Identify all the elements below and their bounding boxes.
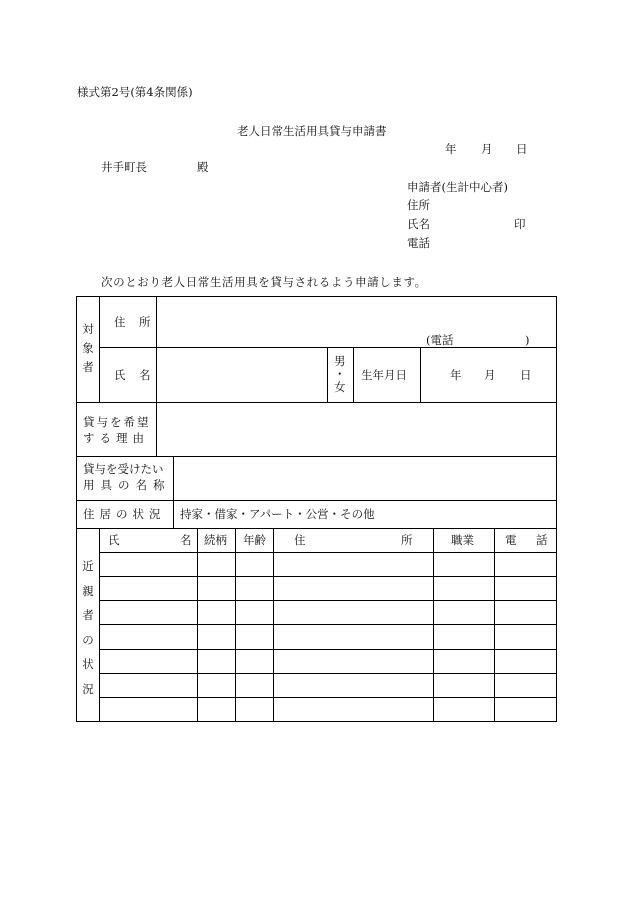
sex-female: 女 [334,380,346,394]
date-year: 年 [445,142,457,156]
subject-address-label: 住 所 [114,315,152,329]
rel-col-relation: 続柄 [204,533,227,547]
rel-col-address2: 所 [401,533,413,547]
birth-month: 月 [484,368,496,382]
subject-phone-close: ) [525,333,530,347]
intro-text: 次のとおり老人日常生活用具を貸与されるよう申請します。 [101,275,427,289]
applicant-seal: 印 [514,217,526,231]
form-number: 様式第2号(第4条関係) [77,85,193,99]
rel-col-name: 氏 [108,533,120,547]
rel-col-phone2: 話 [536,533,548,547]
applicant-name-label: 氏名 [407,217,430,231]
item-label-line2: 用具の名称 [83,478,171,492]
rel-col-age: 年齢 [243,533,266,547]
reason-label-line1: 貸与を希望 [83,415,151,429]
birth-day: 日 [520,368,532,382]
form-title: 老人日常生活用具貸与申請書 [237,124,387,138]
applicant-phone-label: 電話 [407,236,430,250]
birth-date-label: 生年月日 [361,368,407,382]
residence-options: 持家・借家・アパート・公営・その他 [180,507,375,521]
applicant-heading: 申請者(生計中心者) [407,180,508,194]
honorific: 殿 [197,160,209,174]
subject-phone-open: (電話 [426,333,454,347]
subject-name-label: 氏 名 [114,368,152,382]
rel-col-job: 職業 [451,533,474,547]
rel-col-name2: 名 [180,533,192,547]
rel-col-address: 住 [294,533,306,547]
residence-label: 住居の状況 [83,507,166,521]
reason-label-line2: する理由 [83,431,149,445]
application-table [76,296,557,722]
applicant-address-label: 住所 [407,198,430,212]
date-day: 日 [516,142,528,156]
addressee: 井手町長 [101,160,147,174]
rel-col-phone: 電 [505,533,517,547]
subject-label: 対象者 [82,322,94,374]
relatives-label: 近親者の状況 [82,559,94,696]
date-month: 月 [481,142,493,156]
birth-year: 年 [450,368,462,382]
sex-male: 男 [334,354,346,368]
sex-dot: ・ [334,367,346,381]
item-label-line1: 貸与を受けたい [83,462,164,476]
